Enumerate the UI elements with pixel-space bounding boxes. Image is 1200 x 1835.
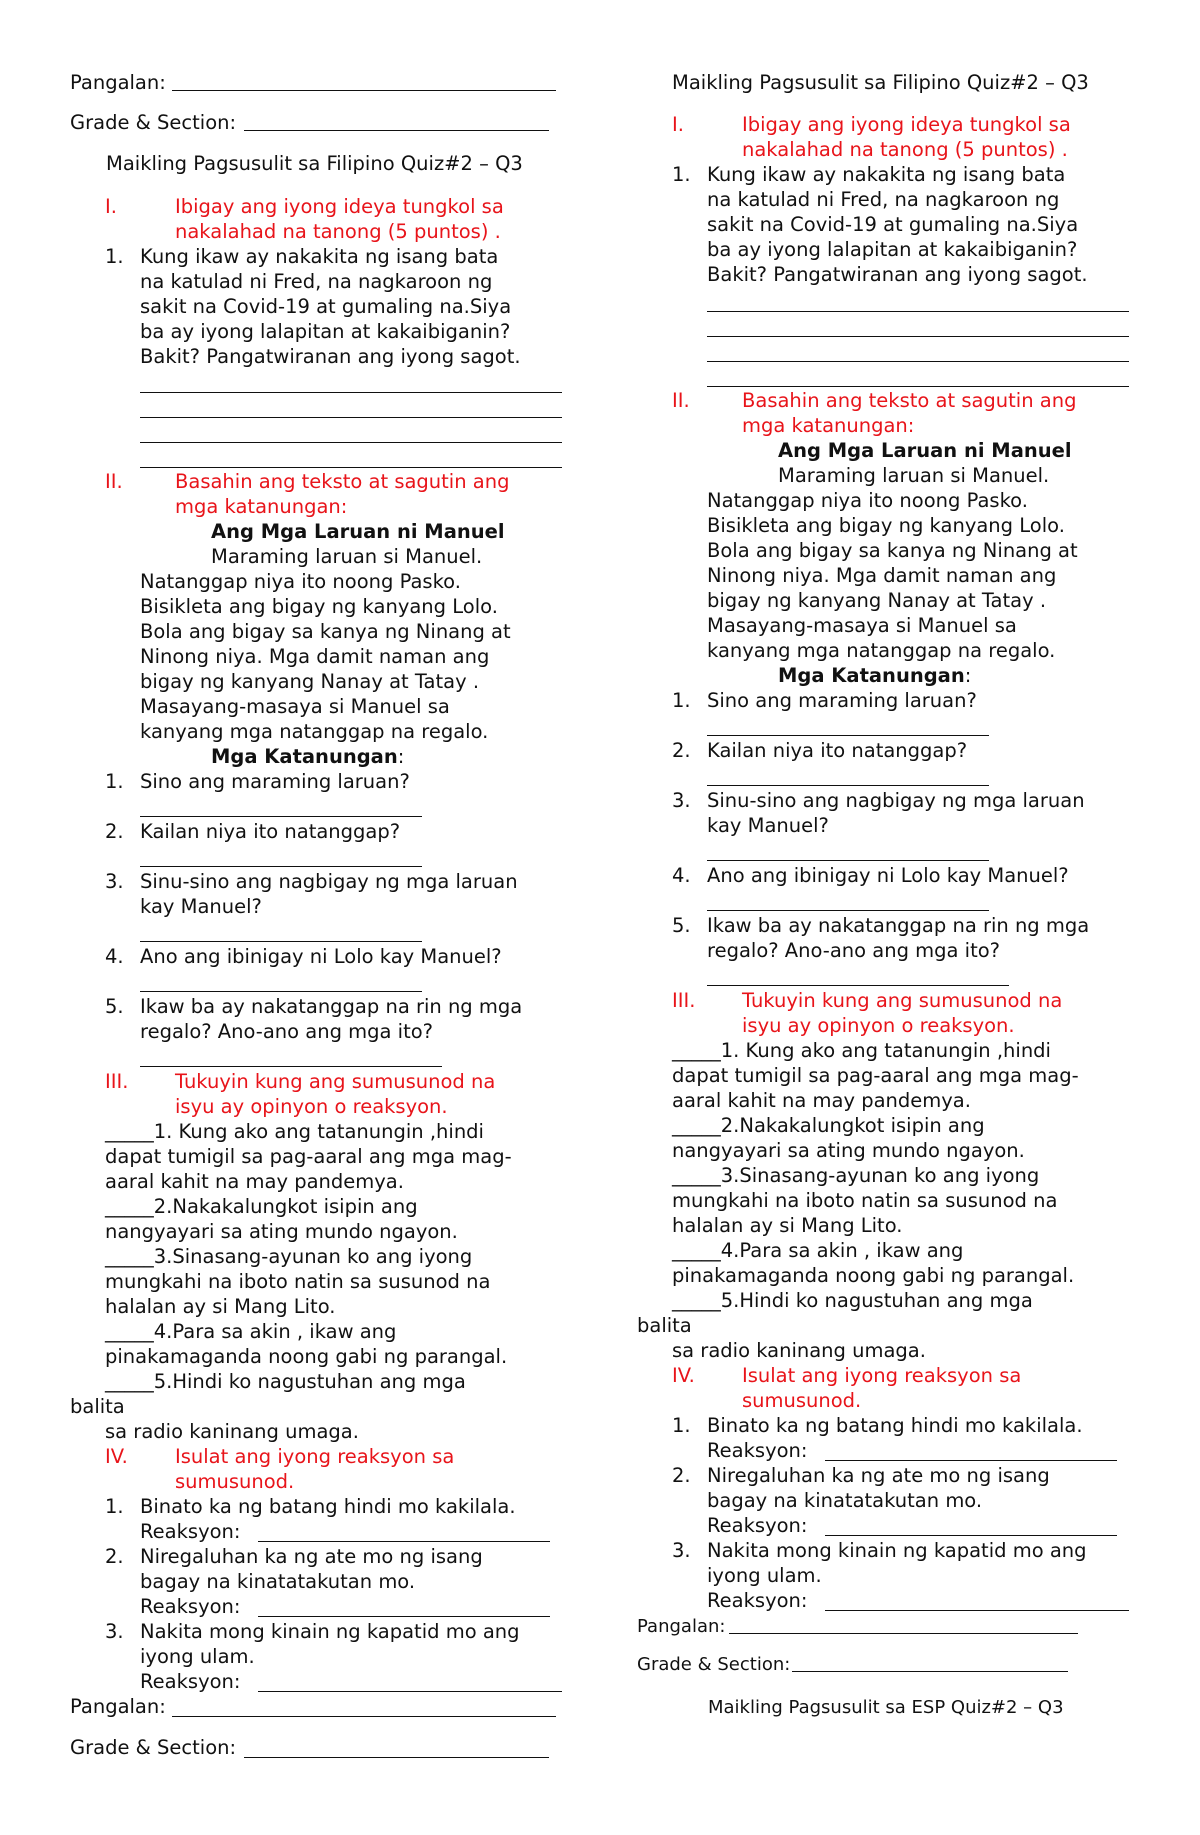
p3-item3-line1: _____3.Sinasang-ayunan ko ang iyong xyxy=(672,1164,1040,1187)
p3-item1-line2: dapat tumigil sa pag-aaral ang mga mag- xyxy=(105,1145,512,1168)
part4-instruction-line1: Isulat ang iyong reaksyon sa xyxy=(175,1445,455,1468)
p2-q5-line2: regalo? Ano-ano ang mga ito? xyxy=(707,939,1001,962)
p1-question-line2: na katulad ni Fred, na nagkaroon ng xyxy=(140,270,493,293)
p1-question-line3: sakit na Covid-19 at gumaling na.Siya xyxy=(140,295,512,318)
questions-title: Mga Katanungan xyxy=(211,745,398,768)
p2-q5-line1: Ikaw ba ay nakatanggap na rin ng mga xyxy=(140,995,523,1018)
p2-q5-number: 5. xyxy=(672,914,691,937)
p4-q1-reaksyon-blank[interactable] xyxy=(258,1541,550,1542)
p1-answer-blank[interactable] xyxy=(140,417,562,418)
part2-instruction-line1: Basahin ang teksto at sagutin ang xyxy=(742,389,1077,412)
story-line: bigay ng kanyang Nanay at Tatay . xyxy=(707,589,1047,612)
story-line: Bola ang bigay sa kanya ng Ninang at xyxy=(707,539,1078,562)
p2-q4-text: Ano ang ibinigay ni Lolo kay Manuel? xyxy=(707,864,1069,887)
p2-q5-number: 5. xyxy=(105,995,124,1018)
story-line: bigay ng kanyang Nanay at Tatay . xyxy=(140,670,480,693)
part3-instruction-line2: isyu ay opinyon o reaksyon. xyxy=(175,1095,448,1118)
part1-instruction-line2: nakalahad na tanong (5 puntos) . xyxy=(175,220,501,243)
p2-q2-answer-blank[interactable] xyxy=(140,866,422,867)
part2-roman: II. xyxy=(105,470,123,493)
p4-q1-number: 1. xyxy=(672,1414,691,1437)
p1-answer-blank[interactable] xyxy=(140,467,562,468)
name-label: Pangalan: xyxy=(637,1616,726,1637)
p2-q3-line1: Sinu-sino ang nagbigay ng mga laruan xyxy=(140,870,518,893)
p1-question-line2: na katulad ni Fred, na nagkaroon ng xyxy=(707,188,1060,211)
p3-item1-line1: _____1. Kung ako ang tatanungin ,hindi xyxy=(105,1120,484,1143)
p2-q3-answer-blank[interactable] xyxy=(140,941,422,942)
part4-roman: IV. xyxy=(672,1364,695,1387)
p4-q3-line1: Nakita mong kinain ng kapatid mo ang xyxy=(707,1539,1087,1562)
p3-item4-line1: _____4.Para sa akin , ikaw ang xyxy=(672,1239,964,1262)
story-title: Ang Mga Laruan ni Manuel xyxy=(211,520,505,543)
p4-q3-reaksyon-label: Reaksyon: xyxy=(140,1670,241,1693)
p2-q4-text: Ano ang ibinigay ni Lolo kay Manuel? xyxy=(140,945,502,968)
part4-roman: IV. xyxy=(105,1445,128,1468)
p3-item1-line3: aaral kahit na may pandemya. xyxy=(105,1170,404,1193)
grade-section-blank[interactable] xyxy=(244,130,549,131)
p3-item1-line1: _____1. Kung ako ang tatanungin ,hindi xyxy=(672,1039,1051,1062)
part2-instruction-line1: Basahin ang teksto at sagutin ang xyxy=(175,470,510,493)
p3-item3-line2: mungkahi na iboto natin sa susunod na xyxy=(105,1270,491,1293)
part3-instruction-line1: Tukuyin kung ang sumusunod na xyxy=(175,1070,496,1093)
p2-q1-text: Sino ang maraming laruan? xyxy=(140,770,410,793)
story-line: kanyang mga natanggap na regalo. xyxy=(707,639,1056,662)
p1-answer-blank[interactable] xyxy=(707,311,1129,312)
grade-section-label: Grade & Section: xyxy=(70,1736,237,1759)
grade-section-blank[interactable] xyxy=(244,1757,549,1758)
questions-title: Mga Katanungan xyxy=(778,664,965,687)
story-line: Maraming laruan si Manuel. xyxy=(211,545,483,568)
p4-q1-reaksyon-label: Reaksyon: xyxy=(707,1439,808,1462)
p2-q1-answer-blank[interactable] xyxy=(140,816,422,817)
p3-item3-line3: halalan ay si Mang Lito. xyxy=(672,1214,903,1237)
p3-item5-line2: balita xyxy=(637,1314,692,1337)
part3-roman: III. xyxy=(672,989,696,1012)
p3-item5-line2: balita xyxy=(70,1395,125,1418)
p1-answer-blank[interactable] xyxy=(140,392,562,393)
p1-question-line5: Bakit? Pangatwiranan ang iyong sagot. xyxy=(140,345,521,368)
p2-q1-text: Sino ang maraming laruan? xyxy=(707,689,977,712)
p4-q2-line2: bagay na kinatatakutan mo. xyxy=(707,1489,983,1512)
part1-instruction-line1: Ibigay ang iyong ideya tungkol sa xyxy=(175,195,504,218)
p2-q3-number: 3. xyxy=(672,789,691,812)
p1-answer-blank[interactable] xyxy=(707,361,1129,362)
questions-colon: : xyxy=(964,664,972,687)
p1-question-line5: Bakit? Pangatwiranan ang iyong sagot. xyxy=(707,263,1088,286)
story-line: Ninong niya. Mga damit naman ang xyxy=(140,645,490,668)
p1-question-line4: ba ay iyong lalapitan at kakaibiganin? xyxy=(140,320,511,343)
p3-item2-line1: _____2.Nakakalungkot isipin ang xyxy=(105,1195,418,1218)
p3-item3-line1: _____3.Sinasang-ayunan ko ang iyong xyxy=(105,1245,473,1268)
questions-heading xyxy=(211,744,404,769)
p2-q1-number: 1. xyxy=(105,770,124,793)
p4-q3-number: 3. xyxy=(105,1620,124,1643)
story-line: Bisikleta ang bigay ng kanyang Lolo. xyxy=(140,595,498,618)
p2-q2-number: 2. xyxy=(672,739,691,762)
p1-answer-blank[interactable] xyxy=(140,442,562,443)
part2-instruction-line2: mga katanungan: xyxy=(742,414,915,437)
story-line: Bola ang bigay sa kanya ng Ninang at xyxy=(140,620,511,643)
p1-question-line4: ba ay iyong lalapitan at kakaibiganin? xyxy=(707,238,1078,261)
story-line: Bisikleta ang bigay ng kanyang Lolo. xyxy=(707,514,1065,537)
part1-roman: I. xyxy=(105,195,117,218)
p2-q3-answer-blank[interactable] xyxy=(707,860,989,861)
p2-q2-text: Kailan niya ito natanggap? xyxy=(707,739,968,762)
p4-q2-number: 2. xyxy=(105,1545,124,1568)
part1-instruction-line2: nakalahad na tanong (5 puntos) . xyxy=(742,138,1068,161)
p1-answer-blank[interactable] xyxy=(707,386,1129,387)
story-line: Ninong niya. Mga damit naman ang xyxy=(707,564,1057,587)
p2-q5-answer-blank[interactable] xyxy=(707,985,1009,986)
p4-q1-reaksyon-label: Reaksyon: xyxy=(140,1520,241,1543)
quiz-title: Maikling Pagsusulit sa Filipino Quiz#2 – Q3 xyxy=(672,71,1089,94)
grade-section-label: Grade & Section: xyxy=(70,111,237,134)
p2-q4-number: 4. xyxy=(672,864,691,887)
p2-q3-line2: kay Manuel? xyxy=(140,895,262,918)
p3-item2-line2: nangyayari sa ating mundo ngayon. xyxy=(105,1220,458,1243)
story-line: Maraming laruan si Manuel. xyxy=(778,464,1050,487)
p3-item1-line2: dapat tumigil sa pag-aaral ang mga mag- xyxy=(672,1064,1079,1087)
p3-item3-line3: halalan ay si Mang Lito. xyxy=(105,1295,336,1318)
p2-q4-number: 4. xyxy=(105,945,124,968)
p4-q3-line2: iyong ulam. xyxy=(140,1645,255,1668)
p4-q2-reaksyon-label: Reaksyon: xyxy=(707,1514,808,1537)
p1-question-line3: sakit na Covid-19 at gumaling na.Siya xyxy=(707,213,1079,236)
p4-q3-line2: iyong ulam. xyxy=(707,1564,822,1587)
p3-item4-line1: _____4.Para sa akin , ikaw ang xyxy=(105,1320,397,1343)
p4-q2-line2: bagay na kinatatakutan mo. xyxy=(140,1570,416,1593)
questions-heading xyxy=(778,663,971,688)
p2-q2-number: 2. xyxy=(105,820,124,843)
p4-q1-text: Binato ka ng batang hindi mo kakilala. xyxy=(140,1495,516,1518)
p3-item1-line3: aaral kahit na may pandemya. xyxy=(672,1089,971,1112)
p4-q3-line1: Nakita mong kinain ng kapatid mo ang xyxy=(140,1620,520,1643)
p2-q5-line1: Ikaw ba ay nakatanggap na rin ng mga xyxy=(707,914,1090,937)
p1-answer-blank[interactable] xyxy=(707,336,1129,337)
p1-question-line1: Kung ikaw ay nakakita ng isang bata xyxy=(707,163,1066,186)
p2-q5-line2: regalo? Ano-ano ang mga ito? xyxy=(140,1020,434,1043)
p1-question-number: 1. xyxy=(105,245,124,268)
part1-roman: I. xyxy=(672,113,684,136)
questions-colon: : xyxy=(397,745,405,768)
p3-item4-line2: pinakamaganda noong gabi ng parangal. xyxy=(105,1345,508,1368)
p4-q1-text: Binato ka ng batang hindi mo kakilala. xyxy=(707,1414,1083,1437)
p3-item5-line1: _____5.Hindi ko nagustuhan ang mga xyxy=(672,1289,1033,1312)
quiz-title: Maikling Pagsusulit sa Filipino Quiz#2 – Q3 xyxy=(106,152,523,175)
p1-question-number: 1. xyxy=(672,163,691,186)
part4-instruction-line2: sumusunod. xyxy=(742,1389,862,1412)
p3-item5-line1: _____5.Hindi ko nagustuhan ang mga xyxy=(105,1370,466,1393)
part4-instruction-line1: Isulat ang iyong reaksyon sa xyxy=(742,1364,1022,1387)
part4-instruction-line2: sumusunod. xyxy=(175,1470,295,1493)
grade-section-blank[interactable] xyxy=(792,1671,1068,1672)
p4-q1-number: 1. xyxy=(105,1495,124,1518)
p4-q2-number: 2. xyxy=(672,1464,691,1487)
p3-item2-line1: _____2.Nakakalungkot isipin ang xyxy=(672,1114,985,1137)
story-line: kanyang mga natanggap na regalo. xyxy=(140,720,489,743)
p4-q3-reaksyon-blank[interactable] xyxy=(258,1691,562,1692)
p4-q2-line1: Niregaluhan ka ng ate mo ng isang xyxy=(140,1545,483,1568)
p2-q2-text: Kailan niya ito natanggap? xyxy=(140,820,401,843)
p2-q4-answer-blank[interactable] xyxy=(140,991,422,992)
p3-item5-line3: sa radio kaninang umaga. xyxy=(672,1339,926,1362)
name-label: Pangalan: xyxy=(70,71,166,94)
p4-q3-number: 3. xyxy=(672,1539,691,1562)
part3-roman: III. xyxy=(105,1070,129,1093)
name-blank[interactable] xyxy=(729,1633,1078,1634)
part3-instruction-line2: isyu ay opinyon o reaksyon. xyxy=(742,1014,1015,1037)
p2-q1-number: 1. xyxy=(672,689,691,712)
part2-roman: II. xyxy=(672,389,690,412)
p3-item5-line3: sa radio kaninang umaga. xyxy=(105,1420,359,1443)
p2-q3-line1: Sinu-sino ang nagbigay ng mga laruan xyxy=(707,789,1085,812)
part2-instruction-line2: mga katanungan: xyxy=(175,495,348,518)
name-blank[interactable] xyxy=(172,90,556,91)
p2-q3-number: 3. xyxy=(105,870,124,893)
name-blank[interactable] xyxy=(172,1716,556,1717)
story-title: Ang Mga Laruan ni Manuel xyxy=(778,439,1072,462)
p3-item2-line2: nangyayari sa ating mundo ngayon. xyxy=(672,1139,1025,1162)
name-label: Pangalan: xyxy=(70,1695,166,1718)
p4-q2-line1: Niregaluhan ka ng ate mo ng isang xyxy=(707,1464,1050,1487)
p4-q2-reaksyon-blank[interactable] xyxy=(825,1535,1117,1536)
p2-q3-line2: kay Manuel? xyxy=(707,814,829,837)
p4-q2-reaksyon-blank[interactable] xyxy=(258,1616,550,1617)
story-line: Natanggap niya ito noong Pasko. xyxy=(707,489,1028,512)
story-line: Masayang-masaya si Manuel sa xyxy=(140,695,450,718)
part3-instruction-line1: Tukuyin kung ang sumusunod na xyxy=(742,989,1063,1012)
p4-q3-reaksyon-blank[interactable] xyxy=(825,1610,1129,1611)
p2-q5-answer-blank[interactable] xyxy=(140,1066,442,1067)
p3-item4-line2: pinakamaganda noong gabi ng parangal. xyxy=(672,1264,1075,1287)
p2-q2-answer-blank[interactable] xyxy=(707,785,989,786)
esp-quiz-title: Maikling Pagsusulit sa ESP Quiz#2 – Q3 xyxy=(708,1697,1064,1718)
p1-question-line1: Kung ikaw ay nakakita ng isang bata xyxy=(140,245,499,268)
p3-item3-line2: mungkahi na iboto natin sa susunod na xyxy=(672,1189,1058,1212)
p2-q4-answer-blank[interactable] xyxy=(707,910,989,911)
p4-q1-reaksyon-blank[interactable] xyxy=(825,1460,1117,1461)
p4-q2-reaksyon-label: Reaksyon: xyxy=(140,1595,241,1618)
p4-q3-reaksyon-label: Reaksyon: xyxy=(707,1589,808,1612)
grade-section-label: Grade & Section: xyxy=(637,1654,791,1675)
p2-q1-answer-blank[interactable] xyxy=(707,735,989,736)
story-line: Natanggap niya ito noong Pasko. xyxy=(140,570,461,593)
part1-instruction-line1: Ibigay ang iyong ideya tungkol sa xyxy=(742,113,1071,136)
story-line: Masayang-masaya si Manuel sa xyxy=(707,614,1017,637)
